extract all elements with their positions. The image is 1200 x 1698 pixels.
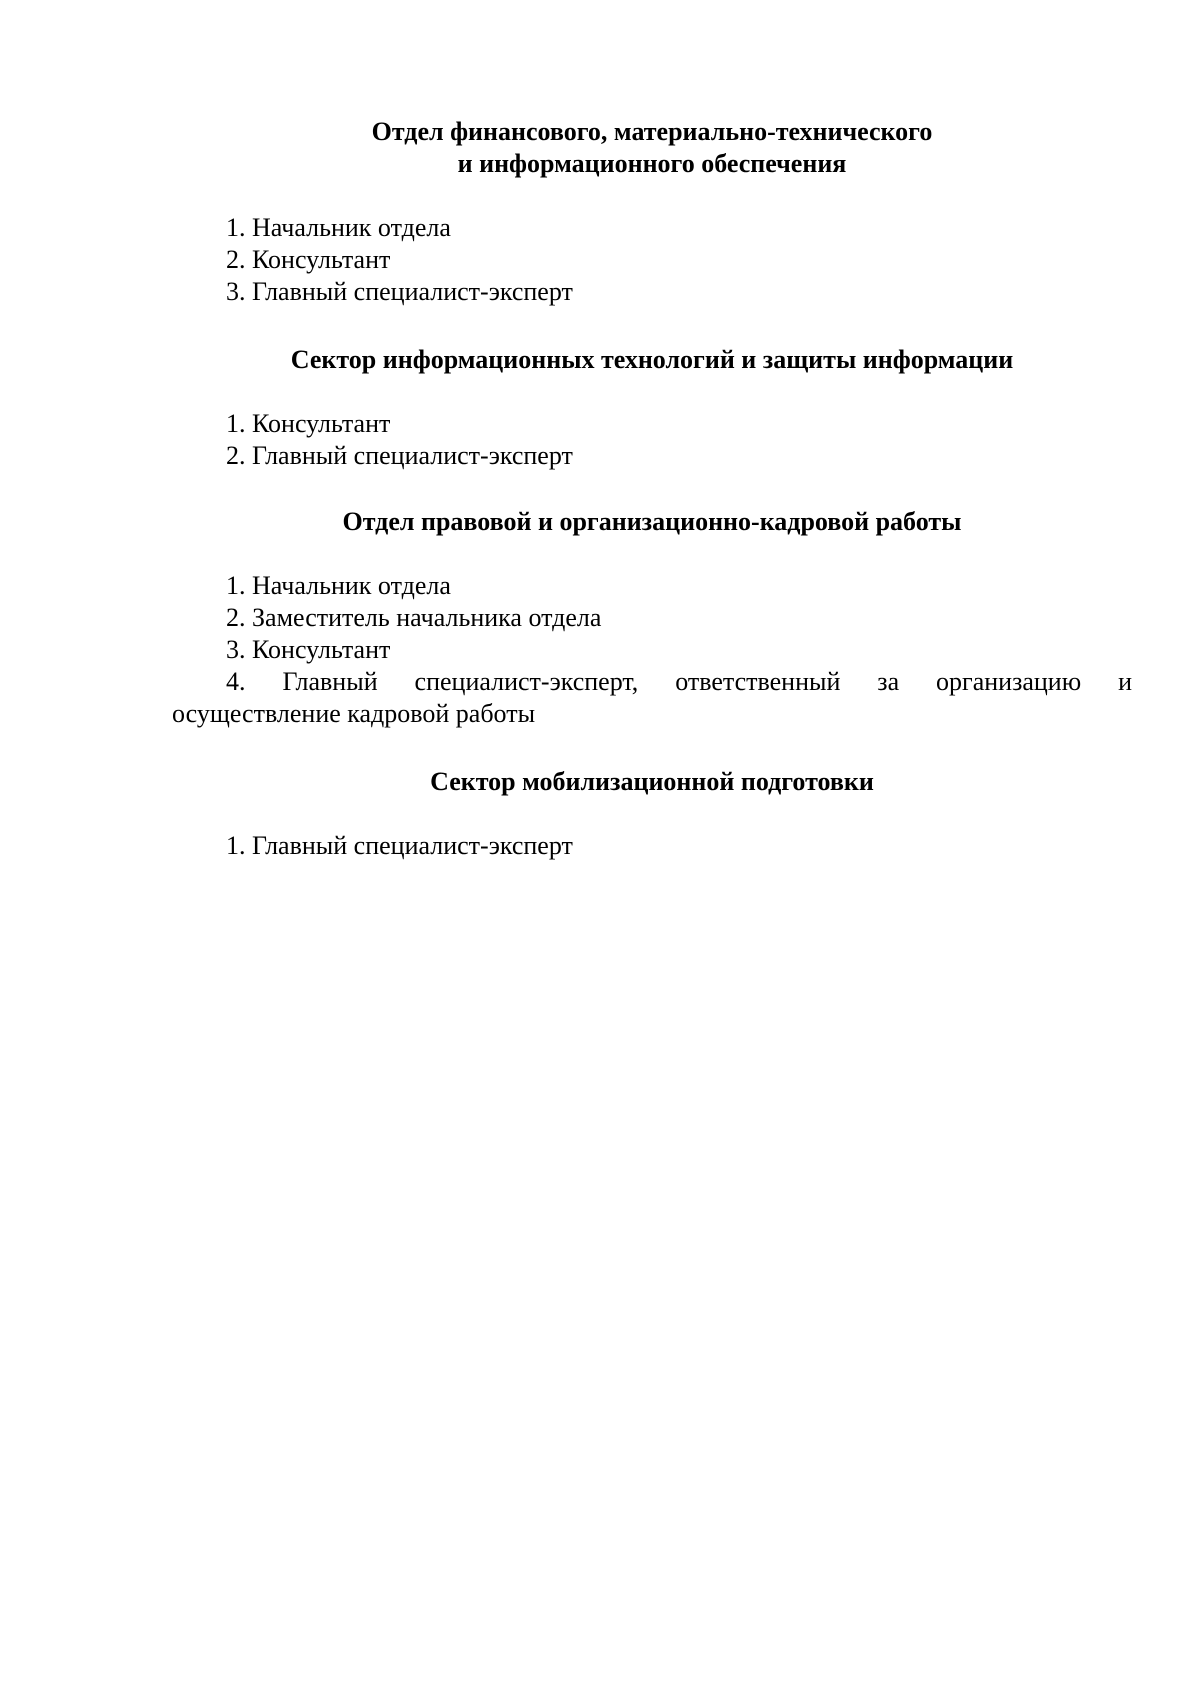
list-item-long-line1: 4. Главный специалист-эксперт, ответственный за организацию и [226,667,1132,696]
list-item: 2. Главный специалист-эксперт [226,441,573,470]
list-item: 3. Главный специалист-эксперт [226,277,573,306]
list-item: 1. Консультант [226,409,391,438]
list-item: 2. Консультант [226,245,391,274]
section-heading-legal-hr: Отдел правовой и организационно-кадровой работы [342,507,962,536]
list-item: 3. Консультант [226,635,391,664]
section-heading-mobilization: Сектор мобилизационной подготовки [430,767,874,796]
list-item: 2. Заместитель начальника отдела [226,603,602,632]
list-item: 1. Главный специалист-эксперт [226,831,573,860]
section-heading-finance-line1: Отдел финансового, материально-технического [371,117,933,146]
list-item: 1. Начальник отдела [226,571,451,600]
section-heading-finance-line2: и информационного обеспечения [457,149,847,178]
list-item: 1. Начальник отдела [226,213,451,242]
list-item-long [172,666,1132,730]
list-item-long-line2: осуществление кадровой работы [172,699,536,728]
section-heading-it-security: Сектор информационных технологий и защиты информации [290,345,1014,374]
